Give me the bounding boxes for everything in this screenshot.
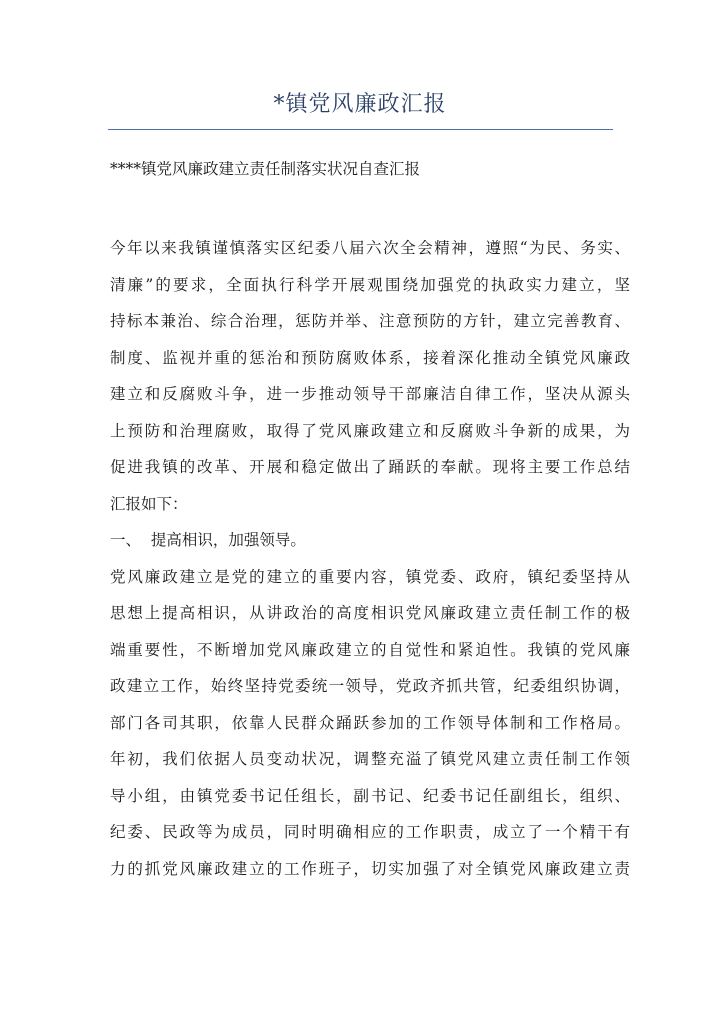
paragraph2-line: 纪委、民政等为成员，同时明确相应的工作职责，成立了一个精干有 [110, 823, 630, 841]
title-underline [108, 129, 613, 130]
paragraph1-line: 上预防和治理腐败，取得了党风廉政建立和反腐败斗争新的成果，为 [110, 421, 630, 440]
paragraph1-line: 促进我镇的改革、开展和稳定做出了踊跃的奉献。现将主要工作总结 [110, 458, 630, 476]
document-body [110, 230, 630, 887]
paragraph1-line: 清廉”的要求，全面执行科学开展观围绕加强党的执政实力建立，坚 [110, 275, 630, 294]
paragraph1-line: 制度、监视并重的惩治和预防腐败体系，接着深化推动全镇党风廉政 [110, 348, 630, 367]
paragraph2-line: 年初，我们依据人员变动状况，调整充溢了镇党风建立责任制工作领 [110, 750, 630, 768]
paragraph1-line: 持标本兼治、综合治理，惩防并举、注意预防的方针，建立完善教育、 [110, 312, 630, 330]
paragraph1-line: 汇报如下： [110, 494, 188, 513]
document-title: *镇党风廉政汇报 [273, 92, 447, 117]
section-heading: 一、 提高相识，加强领导。 [110, 531, 306, 549]
paragraph1-line: 建立和反腐败斗争，进一步推动领导干部廉洁自律工作，坚决从源头 [110, 385, 630, 403]
paragraph2-line: 端重要性，不断增加党风廉政建立的自觉性和紧迫性。我镇的党风廉 [110, 640, 630, 659]
paragraph2-line: 政建立工作，始终坚持党委统一领导，党政齐抓共管，纪委组织协调， [110, 677, 630, 695]
paragraph2-line: 部门各司其职，依靠人民群众踊跃参加的工作领导体制和工作格局。 [110, 713, 630, 732]
document-subtitle: ****镇党风廉政建立责任制落实状况自查汇报 [110, 160, 421, 178]
paragraph2-line: 思想上提高相识，从讲政治的高度相识党风廉政建立责任制工作的极 [110, 604, 630, 622]
paragraph2-line: 力的抓党风廉政建立的工作班子，切实加强了对全镇党风廉政建立责 [110, 859, 630, 878]
paragraph2-line: 导小组，由镇党委书记任组长，副书记、纪委书记任副组长，组织、 [110, 786, 630, 805]
paragraph2-line: 党风廉政建立是党的建立的重要内容，镇党委、政府，镇纪委坚持从 [110, 567, 630, 586]
paragraph1-line: 今年以来我镇谨慎落实区纪委八届六次全会精神，遵照“为民、务实、 [110, 239, 630, 257]
